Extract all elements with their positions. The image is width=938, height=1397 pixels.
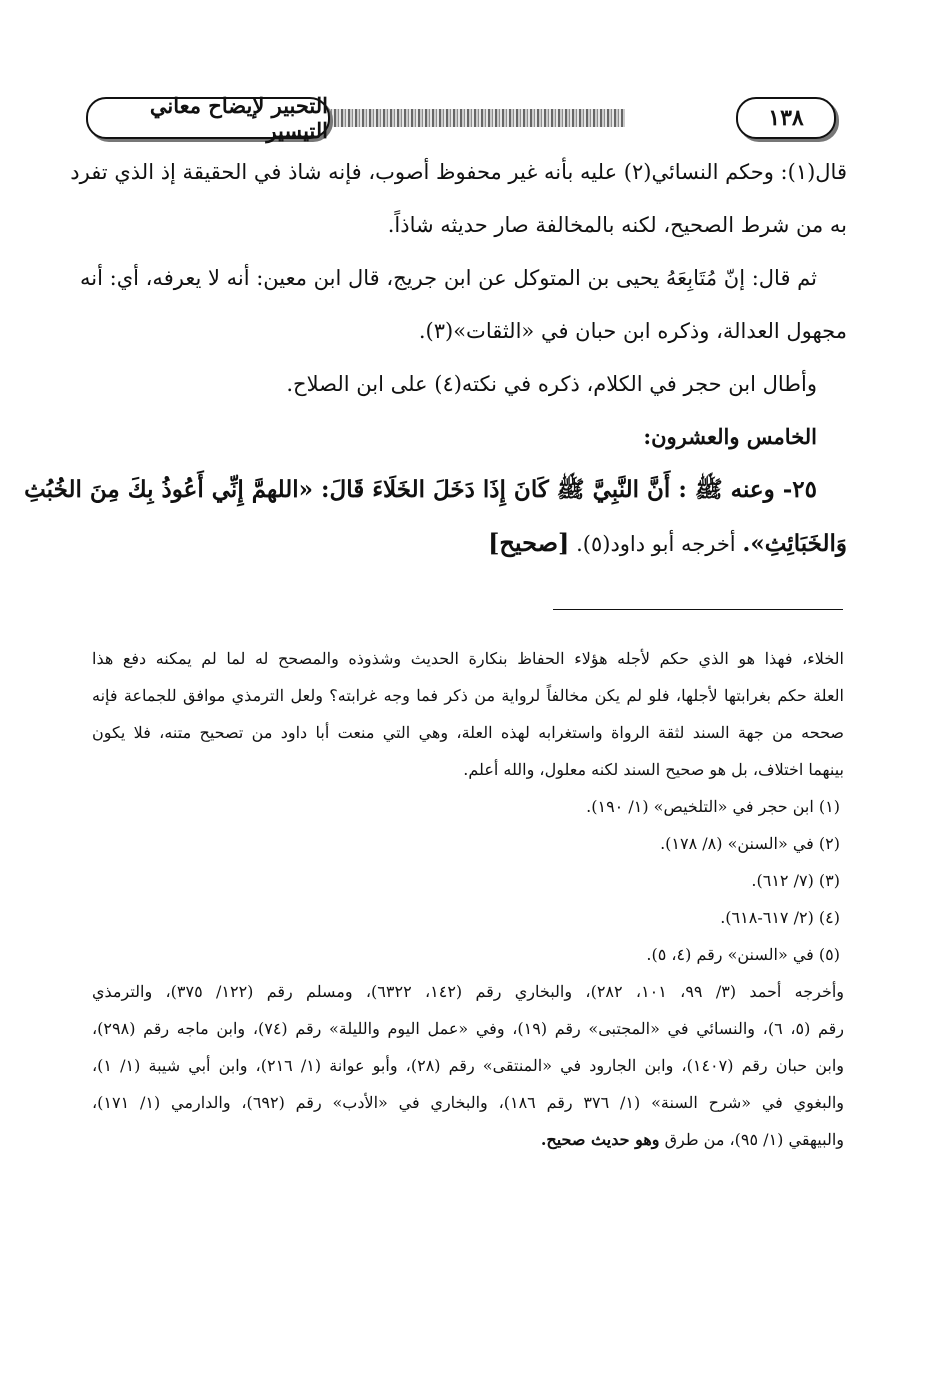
section-heading: الخامس والعشرون: <box>643 424 817 449</box>
footnotes <box>92 645 844 1163</box>
page-header <box>80 95 840 143</box>
footnote-divider <box>553 609 843 610</box>
takhrij-verdict: وهو حديث صحيح. <box>540 1130 660 1149</box>
hadith-line: ٢٥- وعنه ﷺ : أَنَّ النَّبِيَّ ﷺ كَانَ إِذَا دَخَلَ الخَلَاءَ قَالَ: «اللهمَّ إِنِّي أَعُوذُ بِكَ مِنَ الخُبُثِ <box>24 476 817 503</box>
book-title-box <box>86 93 330 143</box>
hadith-verdict: [صحيح] <box>488 528 570 557</box>
page-number: ١٣٨ <box>768 105 804 131</box>
text-line: قال(١): وحكم النسائي(٢) عليه بأنه غير محفوظ أصوب، فإنه شاذ في الحقيقة إذ الذي تفرد <box>70 160 847 184</box>
hadith-line-end <box>92 521 847 574</box>
text-line: به من شرط الصحيح، لكنه بالمخالفة صار حديثه شاذاً. <box>387 213 847 237</box>
takhrij-line: رقم (٥، ٦)، والنسائي في «المجتبى» رقم (١٩)، وفي «عمل اليوم والليلة» رقم (٧٤)، وابن ماجه رقم (٢٩٨)، <box>92 1019 845 1038</box>
footnote-continuation: بينهما اختلاف، بل هو صحيح السند لكنه معلول، والله أعلم. <box>463 760 844 779</box>
takhrij-text: والبيهقي (١/ ٩٥)، من طرق <box>659 1130 844 1149</box>
page-number-box <box>736 97 836 139</box>
header-ornament-band <box>285 109 625 127</box>
hadith-source: أخرجه أبو داود(٥). <box>576 532 743 556</box>
footnote-1: (١) ابن حجر في «التلخيص» (١/ ١٩٠). <box>586 797 840 816</box>
footnote-3: (٣) (٧/ ٦١٢). <box>751 871 840 890</box>
hadith-text: وَالخَبَائِثِ». <box>742 530 847 557</box>
takhrij-line <box>92 1126 844 1163</box>
text-line: ثم قال: إنّ مُتَابِعَهُ يحيى بن المتوكل عن ابن جريج، قال ابن معين: أنه لا يعرفه، أي: أنه <box>80 266 817 290</box>
text-line: مجهول العدالة، وذكره ابن حبان في «الثقات»(٣). <box>418 319 847 343</box>
book-title: التحبير لإيضاح معاني التيسير <box>149 93 328 143</box>
footnote-4: (٤) (٢/ ٦١٧-٦١٨). <box>720 908 840 927</box>
text-line: وأطال ابن حجر في الكلام، ذكره في نكته(٤) على ابن الصلاح. <box>286 372 817 396</box>
footnote-continuation: صححه من جهة السند لثقة الرواة واستغرابه لهذه العلة، وهي التي منعت أبا داود من تصحيح متنه، فلا يكون <box>92 723 845 742</box>
footnote-continuation: العلة حكم بغرابتها لأجلها، فلو لم يكن مخالفاً لرواية من ذكر فما وجه غرابته؟ ولعل الترمذي موافق للجماعة فإنه <box>92 686 844 705</box>
footnote-2: (٢) في «السنن» (٨/ ١٧٨). <box>660 834 840 853</box>
footnote-5: (٥) في «السنن» رقم (٤، ٥). <box>646 945 840 964</box>
takhrij-line: وأخرجه أحمد (٣/ ٩٩، ١٠١، ٢٨٢)، والبخاري رقم (١٤٢، ٦٣٢٢)، ومسلم رقم (١٢٢/ ٣٧٥)، والترمذي <box>92 982 845 1001</box>
takhrij-line: وابن حبان رقم (١٤٠٧)، وابن الجارود في «المنتقى» رقم (٢٨)، وأبو عوانة (١/ ٢١٦)، وابن أبي شيبة (١/ ١)، <box>92 1056 845 1075</box>
footnote-continuation: الخلاء، فهذا هو الذي حكم لأجله هؤلاء الحفاظ بنكارة الحديث وشذوذه والمصحح له لما لم يمكنه دفع هذا <box>92 649 844 668</box>
main-text <box>24 150 847 574</box>
takhrij-line: والبغوي في «شرح السنة» (١/ ٣٧٦ رقم ١٨٦)، والبخاري في «الأدب» رقم (٦٩٢)، والدارمي (١/ ١٧١)، <box>92 1093 845 1112</box>
